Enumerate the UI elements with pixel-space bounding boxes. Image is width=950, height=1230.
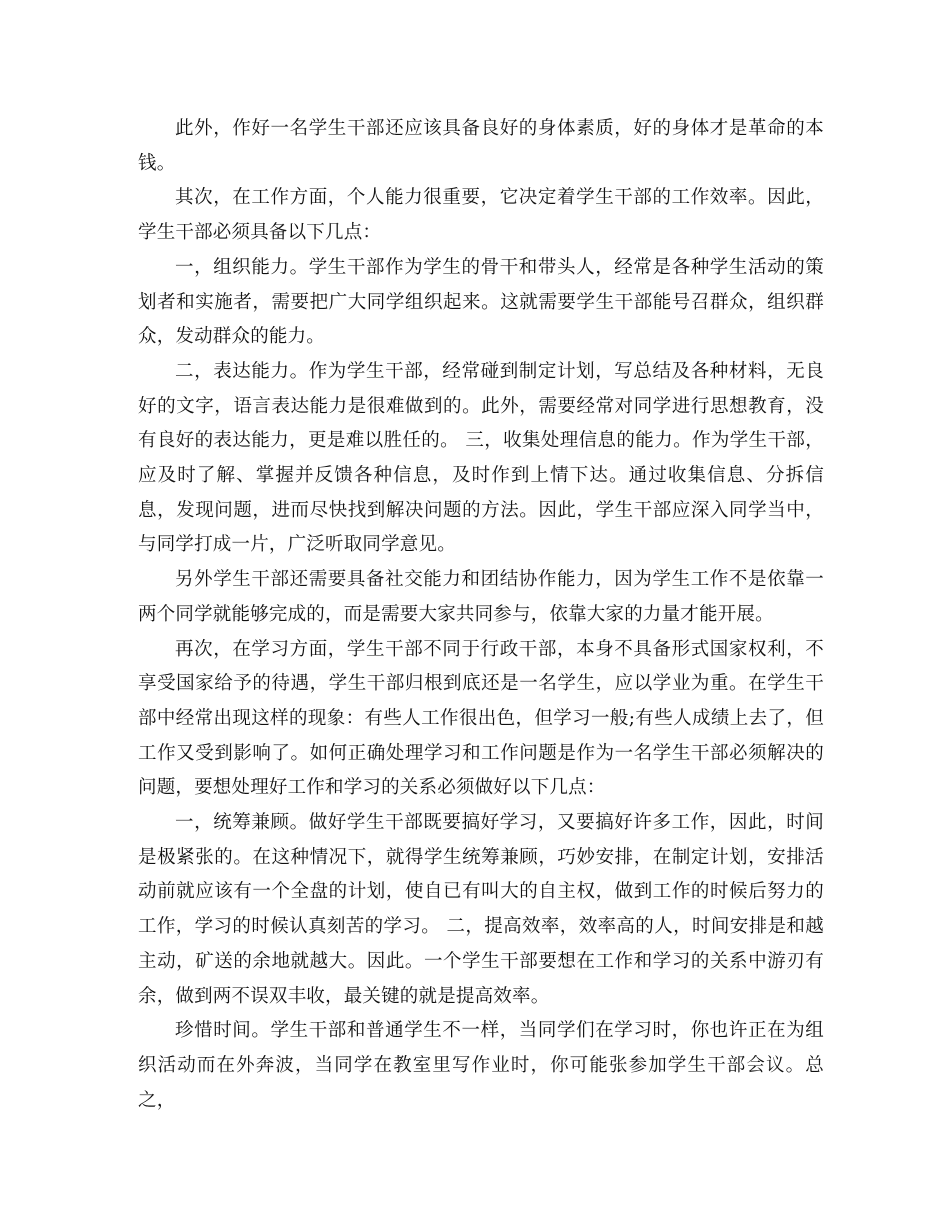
paragraph-work-abilities-intro: 其次，在工作方面，个人能力很重要，它决定着学生干部的工作效率。因此，学生干部必须具备以下几点：: [138, 187, 824, 244]
paragraph-organizing-ability: 一，组织能力。学生干部作为学生的骨干和带头人，经常是各种学生活动的策划者和实施者，需要把广大同学组织起来。这就需要学生干部能号召群众，组织群众，发动群众的能力。: [138, 256, 824, 348]
paragraph-cherish-time: 珍惜时间。学生干部和普通学生不一样，当同学们在学习时，你也许正在为组织活动而在外奔波，当同学在教室里写作业时，你可能张参加学生干部会议。总之，: [138, 1020, 824, 1111]
paragraph-study-aspect: 再次，在学习方面，学生干部不同于行政干部，本身不具备形式国家权利，不享受国家给予的待遇，学生干部归根到底还是一名学生，应以学业为重。在学生干部中经常出现这样的现象：有些人工作很出色，但学习一般;有些人成绩上去了，但工作又受到影响了。如何正确处理学习和工作问题是作为一名学生干部必须解决的问题，要想处理好工作和学习的关系必须做好以下几点：: [138, 638, 824, 799]
paragraph-health: 此外，作好一名学生干部还应该具备良好的身体素质，好的身体才是革命的本钱。: [138, 118, 824, 174]
paragraph-overall-planning: 一，统筹兼顾。做好学生干部既要搞好学习，又要搞好许多工作，因此，时间是极紧张的。在这种情况下，就得学生统筹兼顾，巧妙安排，在制定计划，安排活动前就应该有一个全盘的计划，使自已有叫大的自主权，做到工作的时候后努力的工作，学习的时候认真刻苦的学习。 二，提高效率，效率高的人，时间安排是和越主动，矿送的余地就越大。因此。一个学生干部要想在工作和学习的关系中游刃有余，做到两不误双丰收，最关键的就是提高效率。: [138, 812, 824, 1007]
paragraph-social-teamwork: 另外学生干部还需要具备社交能力和团结协作能力，因为学生工作不是依靠一两个同学就能够完成的，而是需要大家共同参与，依靠大家的力量才能开展。: [138, 569, 824, 625]
document-body: [138, 112, 824, 1118]
paragraph-expression-and-information: 二，表达能力。作为学生干部，经常碰到制定计划，写总结及各种材料，无良好的文字，语言表达能力是很难做到的。此外，需要经常对同学进行思想教育，没有良好的表达能力，更是难以胜任的。 三，收集处理信息的能力。作为学生干部，应及时了解、掌握并反馈各种信息，及时作到上情下达。通过收集信息、分拆信息，发现问题，进而尽快找到解决问题的方法。因此，学生干部应深入同学当中，与同学打成一片，广泛听取同学意见。: [138, 360, 824, 556]
